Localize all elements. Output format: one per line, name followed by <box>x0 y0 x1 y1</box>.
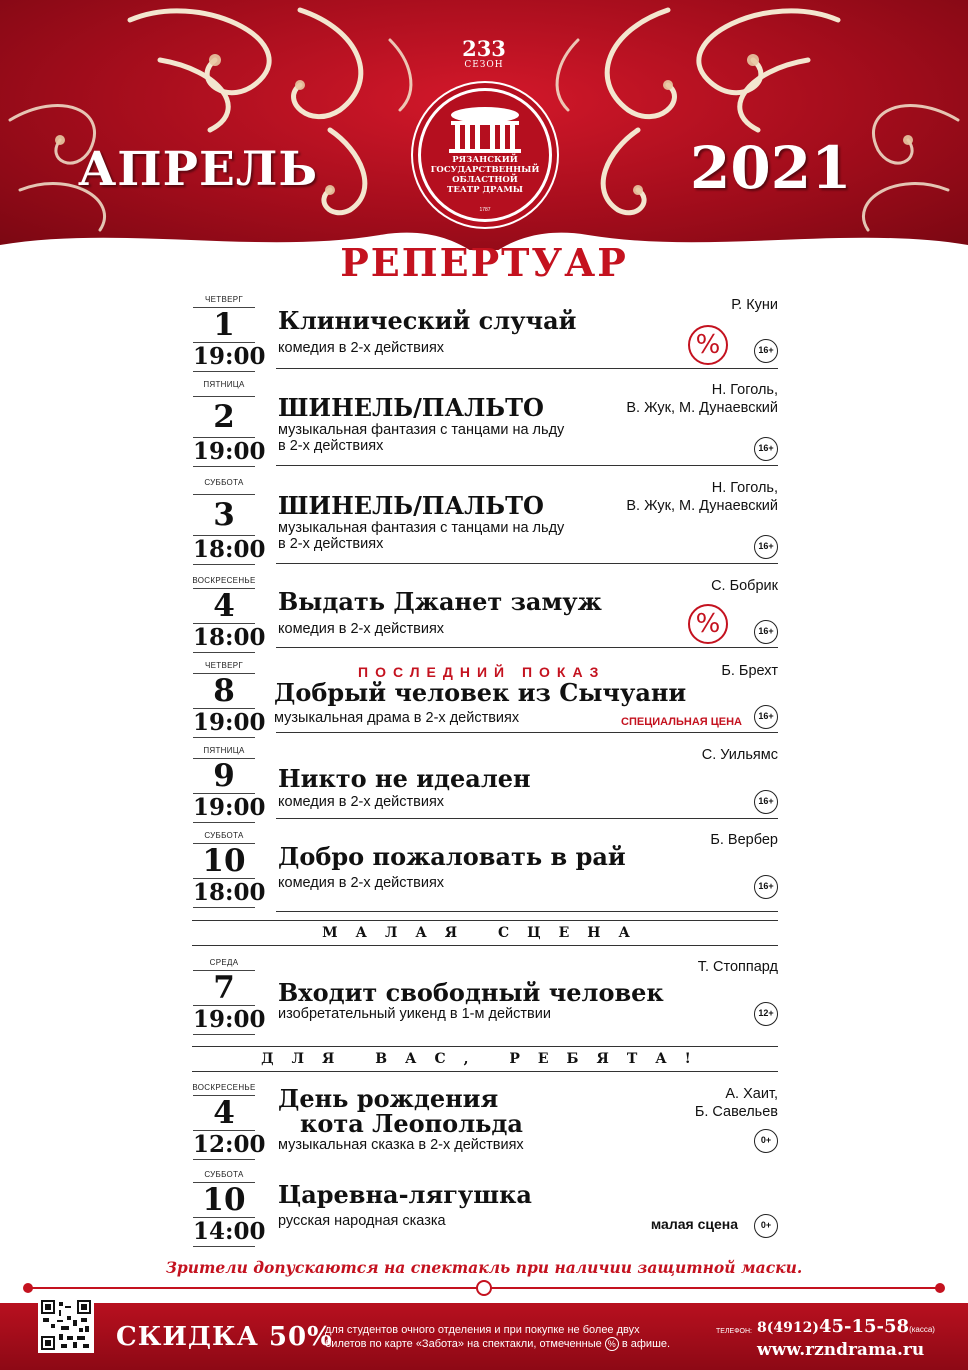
age-rating-badge: 12+ <box>754 1002 778 1026</box>
weekday: СУББОТА <box>204 478 244 487</box>
row-divider <box>276 563 778 564</box>
year-title: 2021 <box>690 134 852 202</box>
event-time: 12:00 <box>193 1131 266 1158</box>
event-title: Добрый человек из Сычуани <box>274 678 687 707</box>
event-author: Т. Стоппард <box>697 959 778 975</box>
theatre-columns-icon <box>445 107 525 153</box>
event-day: 4 <box>213 1095 235 1131</box>
event-title: ШИНЕЛЬ/ПАЛЬТО <box>278 491 544 520</box>
qr-code-icon <box>41 1300 91 1350</box>
age-rating-badge: 0+ <box>754 1214 778 1238</box>
age-rating-badge: 16+ <box>754 705 778 729</box>
event-day: 3 <box>213 497 235 533</box>
month-title: АПРЕЛЬ <box>78 142 319 197</box>
special-price-label: СПЕЦИАЛЬНАЯ ЦЕНА <box>621 716 742 728</box>
event-day: 10 <box>202 1182 246 1218</box>
age-rating-badge: 16+ <box>754 875 778 899</box>
event-row <box>190 380 780 472</box>
qr-code[interactable] <box>38 1297 94 1353</box>
event-author: А. Хаит, Б. Савельев <box>694 1086 778 1120</box>
event-title: Входит свободный человек <box>278 978 664 1007</box>
event-day: 2 <box>213 399 235 435</box>
event-row <box>190 831 780 915</box>
event-time: 19:00 <box>193 343 266 370</box>
event-genre: комедия в 2-х действиях <box>278 340 445 356</box>
event-genre: в 2-х действиях <box>278 438 384 454</box>
weekday: ВОСКРЕСЕНЬЕ <box>192 1083 256 1092</box>
event-time: 19:00 <box>193 794 266 821</box>
website-link[interactable]: www.rzndrama.ru <box>757 1340 925 1360</box>
event-day: 8 <box>213 673 235 709</box>
event-genre: изобретательный уикенд в 1-м действии <box>278 1006 551 1022</box>
date-box <box>193 843 266 908</box>
event-author: Б. Брехт <box>721 663 778 679</box>
row-divider <box>276 911 778 912</box>
box-office-phone[interactable]: 8(4912)45-15-58(касса) <box>757 1316 935 1337</box>
weekday: ПЯТНИЦА <box>203 746 245 755</box>
event-title: кота Леопольда <box>300 1109 523 1138</box>
discount-mini-icon: % <box>605 1337 619 1351</box>
discount-title: СКИДКА 50% <box>116 1322 333 1352</box>
event-title: День рождения <box>278 1084 499 1113</box>
event-time: 19:00 <box>193 709 266 736</box>
event-title: Клинический случай <box>278 306 577 335</box>
weekday: ПЯТНИЦА <box>203 380 245 389</box>
date-box <box>193 494 266 565</box>
event-genre: музыкальная драма в 2-х действиях <box>274 710 520 726</box>
discount-icon: % <box>688 604 728 644</box>
event-title: Выдать Джанет замуж <box>278 587 602 616</box>
date-box <box>193 758 266 823</box>
event-day: 10 <box>202 843 246 879</box>
last-show-label: ПОСЛЕДНИЙ ПОКАЗ <box>358 664 606 680</box>
event-row <box>190 295 780 373</box>
event-row <box>190 1083 780 1169</box>
event-author: Б. Вербер <box>710 832 778 848</box>
age-rating-badge: 16+ <box>754 535 778 559</box>
event-row <box>190 478 780 570</box>
founded-year: 1787 <box>479 207 491 213</box>
weekday: СРЕДА <box>209 958 239 967</box>
age-rating-badge: 16+ <box>754 437 778 461</box>
date-box <box>193 673 266 738</box>
season-label: СЕЗОН <box>464 60 504 70</box>
page-title: РЕПЕРТУАР <box>340 240 628 285</box>
event-day: 7 <box>213 970 235 1006</box>
theatre-emblem <box>418 88 552 222</box>
event-time: 18:00 <box>193 536 266 563</box>
row-divider <box>276 368 778 369</box>
event-day: 1 <box>213 307 235 343</box>
weekday: СУББОТА <box>204 831 244 840</box>
weekday: ЧЕТВЕРГ <box>205 295 243 304</box>
date-box <box>193 588 266 653</box>
event-genre: комедия в 2-х действиях <box>278 621 445 637</box>
event-time: 14:00 <box>193 1218 266 1245</box>
phone-label: ТЕЛЕФОН: <box>716 1328 752 1335</box>
event-time: 19:00 <box>193 438 266 465</box>
event-author: С. Уильямс <box>701 747 778 763</box>
event-day: 4 <box>213 588 235 624</box>
weekday: СУББОТА <box>204 1170 244 1179</box>
event-author: С. Бобрик <box>711 578 778 594</box>
ornamental-divider <box>22 1280 946 1296</box>
event-row <box>190 576 780 654</box>
date-box <box>193 970 266 1035</box>
event-title: ШИНЕЛЬ/ПАЛЬТО <box>278 393 544 422</box>
event-time: 18:00 <box>193 879 266 906</box>
event-day: 9 <box>213 758 235 794</box>
event-author: Р. Куни <box>731 297 778 313</box>
discount-icon: % <box>688 325 728 365</box>
event-title: Никто не идеален <box>278 764 531 793</box>
date-box <box>193 396 266 467</box>
row-divider <box>276 818 778 819</box>
event-author: Н. Гоголь, В. Жук, М. Дунаевский <box>626 480 778 514</box>
event-title: Царевна-лягушка <box>278 1180 532 1209</box>
age-rating-badge: 16+ <box>754 339 778 363</box>
event-time: 18:00 <box>193 624 266 651</box>
event-genre: русская народная сказка <box>278 1213 446 1229</box>
event-row <box>190 958 780 1038</box>
event-genre: комедия в 2-х действиях <box>278 794 445 810</box>
event-row <box>190 746 780 824</box>
event-time: 19:00 <box>193 1006 266 1033</box>
row-divider <box>276 647 778 648</box>
age-rating-badge: 0+ <box>754 1129 778 1153</box>
event-author: Н. Гоголь, В. Жук, М. Дунаевский <box>626 382 778 416</box>
event-row <box>190 661 780 739</box>
date-box <box>193 1182 266 1247</box>
small-stage-section-header: МАЛАЯ СЦЕНА <box>192 920 778 946</box>
date-box <box>193 307 266 372</box>
discount-description: для студентов очного отделения и при покупке не более двух билетов по карте «Забота» на спектакли, отмеченные % в афише. <box>325 1324 671 1350</box>
weekday: ВОСКРЕСЕНЬЕ <box>192 576 256 585</box>
event-genre: музыкальная фантазия с танцами на льду <box>278 422 565 438</box>
age-rating-badge: 16+ <box>754 620 778 644</box>
date-box <box>193 1095 266 1160</box>
mask-requirement-note: Зрители допускаются на спектакль при наличии защитной маски. <box>165 1258 803 1277</box>
event-genre: в 2-х действиях <box>278 536 384 552</box>
event-title: Добро пожаловать в рай <box>278 842 626 871</box>
row-divider <box>276 465 778 466</box>
event-row <box>190 1170 780 1250</box>
age-rating-badge: 16+ <box>754 790 778 814</box>
weekday: ЧЕТВЕРГ <box>205 661 243 670</box>
event-genre: музыкальная сказка в 2-х действиях <box>278 1137 524 1153</box>
kids-section-header: ДЛЯ ВАС, РЕБЯТА! <box>192 1046 778 1072</box>
event-genre: музыкальная фантазия с танцами на льду <box>278 520 565 536</box>
stage-note: малая сцена <box>650 1216 738 1232</box>
season-number: 233 <box>462 36 506 61</box>
row-divider <box>276 732 778 733</box>
event-genre: комедия в 2-х действиях <box>278 875 445 891</box>
theatre-name: РЯЗАНСКИЙ ГОСУДАРСТВЕННЫЙ ОБЛАСТНОЙ ТЕАТР ДРАМЫ <box>430 155 540 195</box>
